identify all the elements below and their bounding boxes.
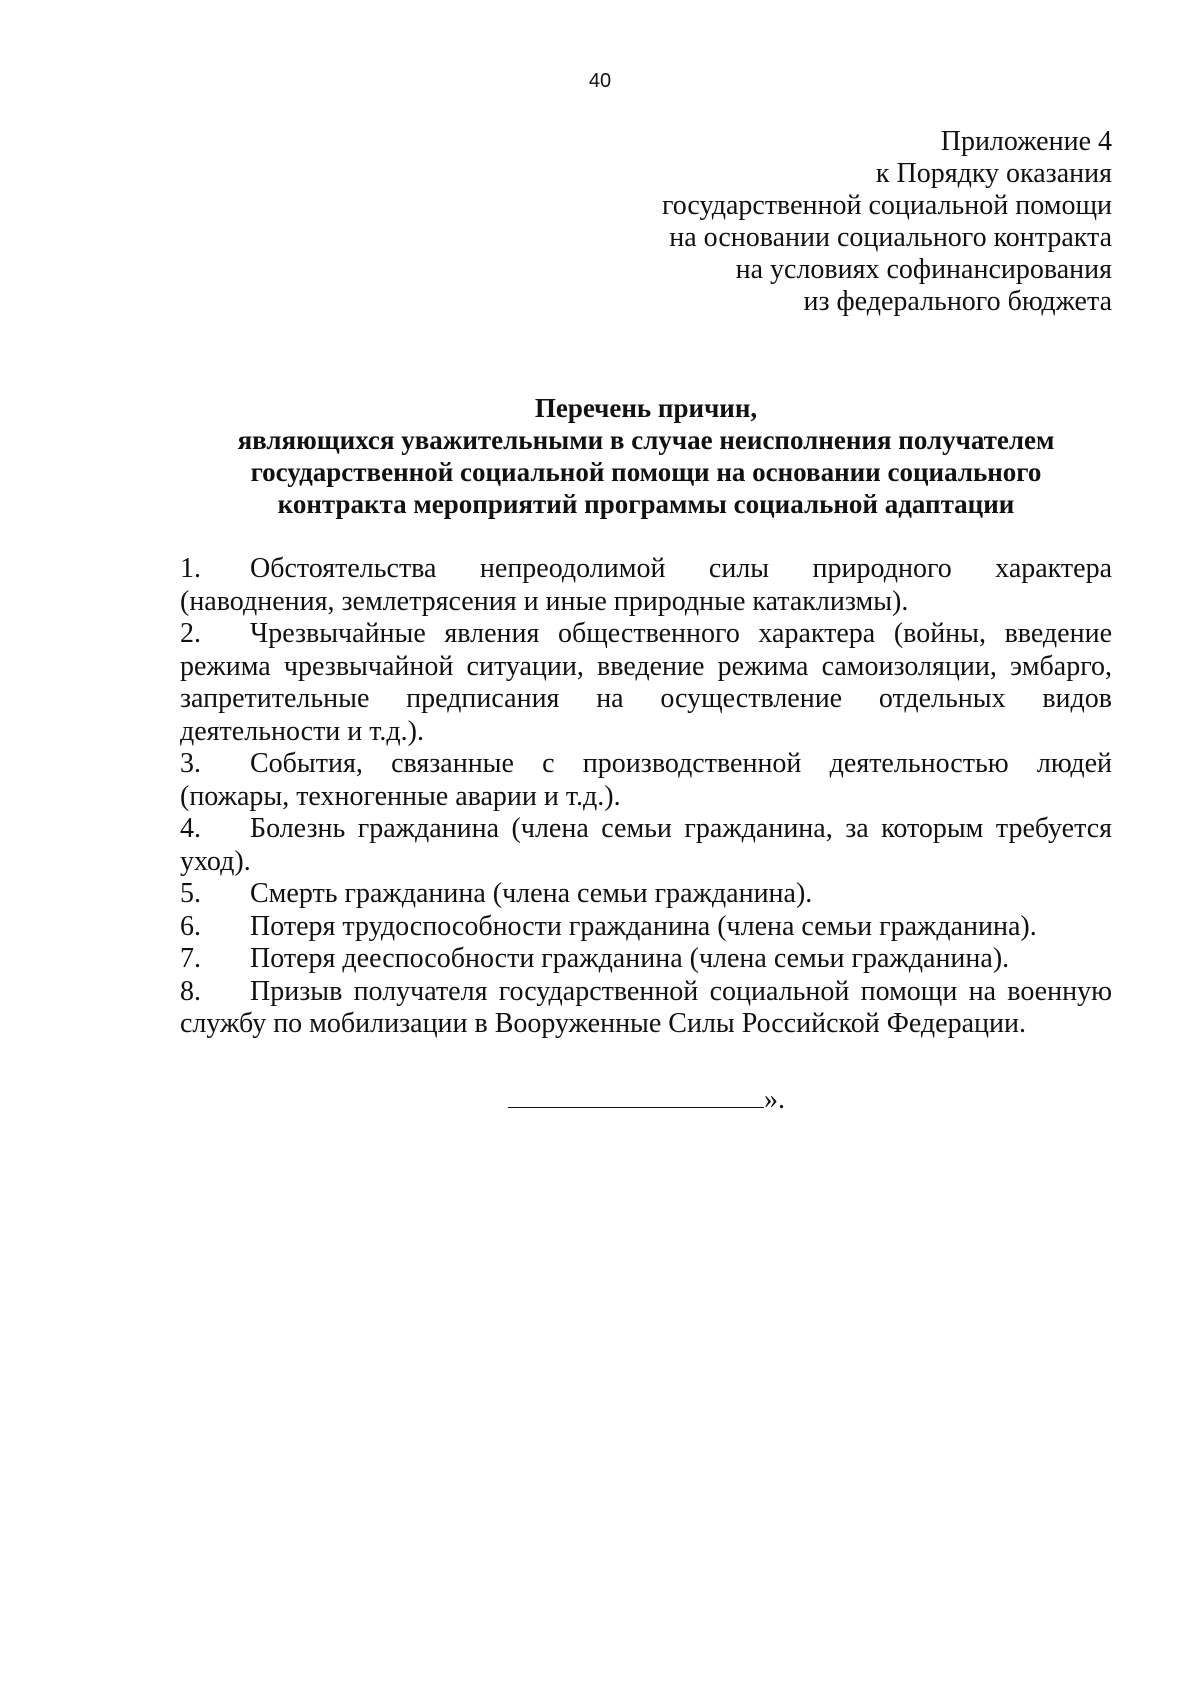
- list-item: [180, 748, 1112, 813]
- document-title: [180, 392, 1112, 520]
- list-item: [180, 553, 1112, 618]
- list-item: [180, 618, 1112, 748]
- item-number: 3.: [180, 748, 201, 779]
- appendix-line: государственной социальной помощи: [661, 190, 1112, 221]
- appendix-line: из федерального бюджета: [803, 286, 1112, 317]
- item-text: Призыв получателя государственной социальной помощи на военную службу по мобилизации в Вооруженные Силы Российской Федерации.: [180, 975, 1112, 1039]
- appendix-line: на условиях софинансирования: [735, 254, 1112, 285]
- appendix-line: на основании социального контракта: [669, 222, 1112, 253]
- item-text: Обстоятельства непреодолимой силы природного характера (наводнения, землетрясения и иные природные катаклизмы).: [180, 553, 1112, 617]
- reasons-list: [180, 553, 1112, 1041]
- item-text: Потеря дееспособности гражданина (члена семьи гражданина).: [250, 943, 1010, 974]
- list-item: [180, 976, 1112, 1041]
- appendix-line: к Порядку оказания: [875, 158, 1112, 189]
- item-number: 8.: [180, 975, 201, 1007]
- item-number: 1.: [180, 553, 201, 584]
- closing-quote: ».: [764, 1084, 785, 1115]
- list-item: [180, 878, 1112, 911]
- item-text: Потеря трудоспособности гражданина (члена семьи гражданина).: [250, 910, 1037, 942]
- appendix-reference: [662, 126, 1112, 318]
- item-number: 2.: [180, 618, 201, 649]
- item-text: Смерть гражданина (члена семьи гражданина).: [250, 878, 813, 909]
- title-line: государственной социальной помощи на основании социального: [250, 457, 1042, 487]
- list-item: [180, 813, 1112, 878]
- title-line: контракта мероприятий программы социальной адаптации: [277, 489, 1015, 519]
- list-item: [180, 943, 1112, 976]
- list-item: [180, 911, 1112, 944]
- page-number: 40: [588, 70, 612, 92]
- title-line: Перечень причин,: [534, 393, 758, 423]
- item-text: Чрезвычайные явления общественного характера (войны, введение режима чрезвычайной ситуации, введение режима самоизоляции, эмбарго, запретительные предписания на осуществление отдельных видов деятельности и т.д.).: [180, 618, 1112, 747]
- item-number: 5.: [180, 878, 201, 909]
- closing-mark: [508, 1079, 785, 1116]
- closing-underline: [508, 1079, 764, 1108]
- item-number: 7.: [180, 943, 201, 974]
- item-text: События, связанные с производственной деятельностью людей (пожары, техногенные аварии и т.д.).: [180, 748, 1112, 812]
- title-line: являющихся уважительными в случае неисполнения получателем: [237, 425, 1055, 455]
- appendix-line: Приложение 4: [940, 126, 1112, 157]
- item-number: 6.: [180, 910, 201, 942]
- item-number: 4.: [180, 813, 201, 844]
- item-text: Болезнь гражданина (члена семьи гражданина, за которым требуется уход).: [180, 813, 1112, 877]
